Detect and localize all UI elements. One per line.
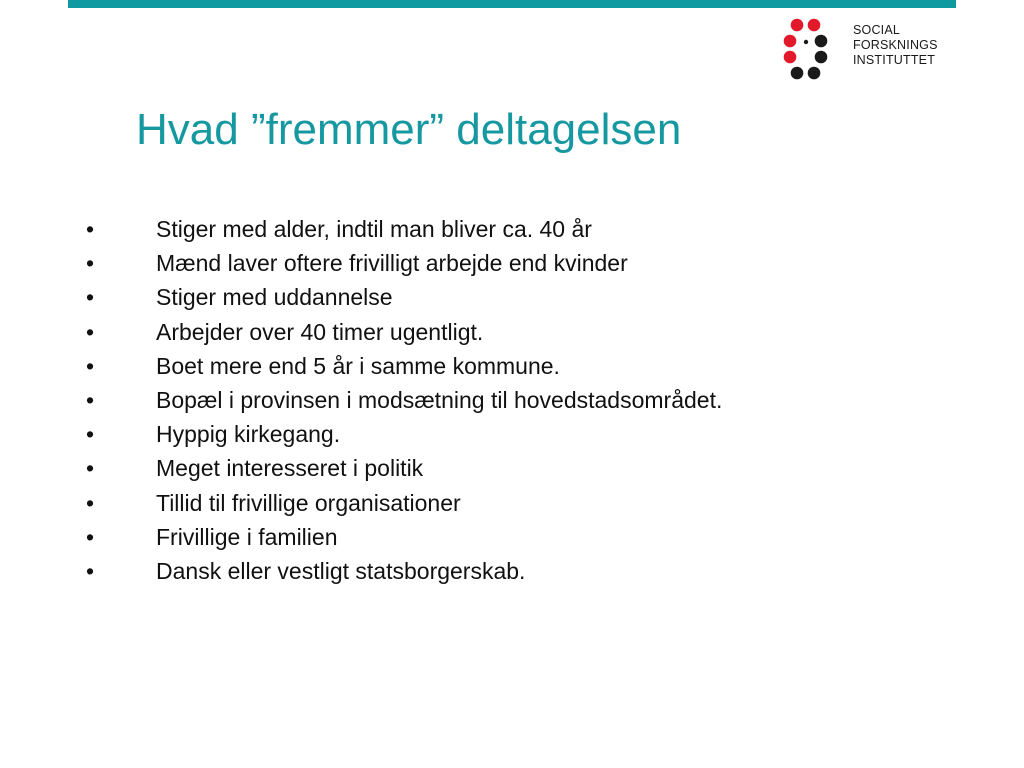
bullet-text: Bopæl i provinsen i modsætning til hovedstadsområdet. [156,386,723,413]
logo-wordmark [853,23,938,68]
bullet-text: Frivillige i familien [156,523,338,550]
bullet-text: Boet mere end 5 år i samme kommune. [156,352,560,379]
logo-line: SOCIAL [853,23,901,37]
bullet-marker: • [86,523,95,550]
logo-line: FORSKNINGS [853,38,938,52]
bullet-text: Stiger med alder, indtil man bliver ca. 40 år [156,216,592,242]
bullet-text: Hyppig kirkegang. [156,421,341,448]
header-accent-bar [68,0,956,8]
bullet-marker: • [86,455,95,482]
bullet-marker: • [86,216,95,242]
bullet-text: Tillid til frivillige organisationer [156,489,461,516]
bullet-text: Meget interesseret i politik [156,455,424,482]
bullet-text: Mænd laver oftere frivilligt arbejde end kvinder [156,250,628,277]
bullet-marker: • [86,386,95,413]
logo-line: INSTITUTTET [853,53,936,67]
bullet-marker: • [86,318,95,345]
bullet-text: Dansk eller vestligt statsborgerskab. [156,557,526,584]
bullet-marker: • [86,352,95,379]
logo-dots-icon [782,16,832,82]
bullet-marker: • [86,284,95,311]
bullet-marker: • [86,250,95,277]
bullet-marker: • [86,421,95,448]
bullet-marker: • [86,557,95,584]
bullet-marker: • [86,489,95,516]
slide-title: Hvad ”fremmer” deltagelsen [136,105,682,154]
bullet-text: Stiger med uddannelse [156,284,393,311]
bullet-text: Arbejder over 40 timer ugentligt. [156,318,484,345]
logo [782,16,962,86]
